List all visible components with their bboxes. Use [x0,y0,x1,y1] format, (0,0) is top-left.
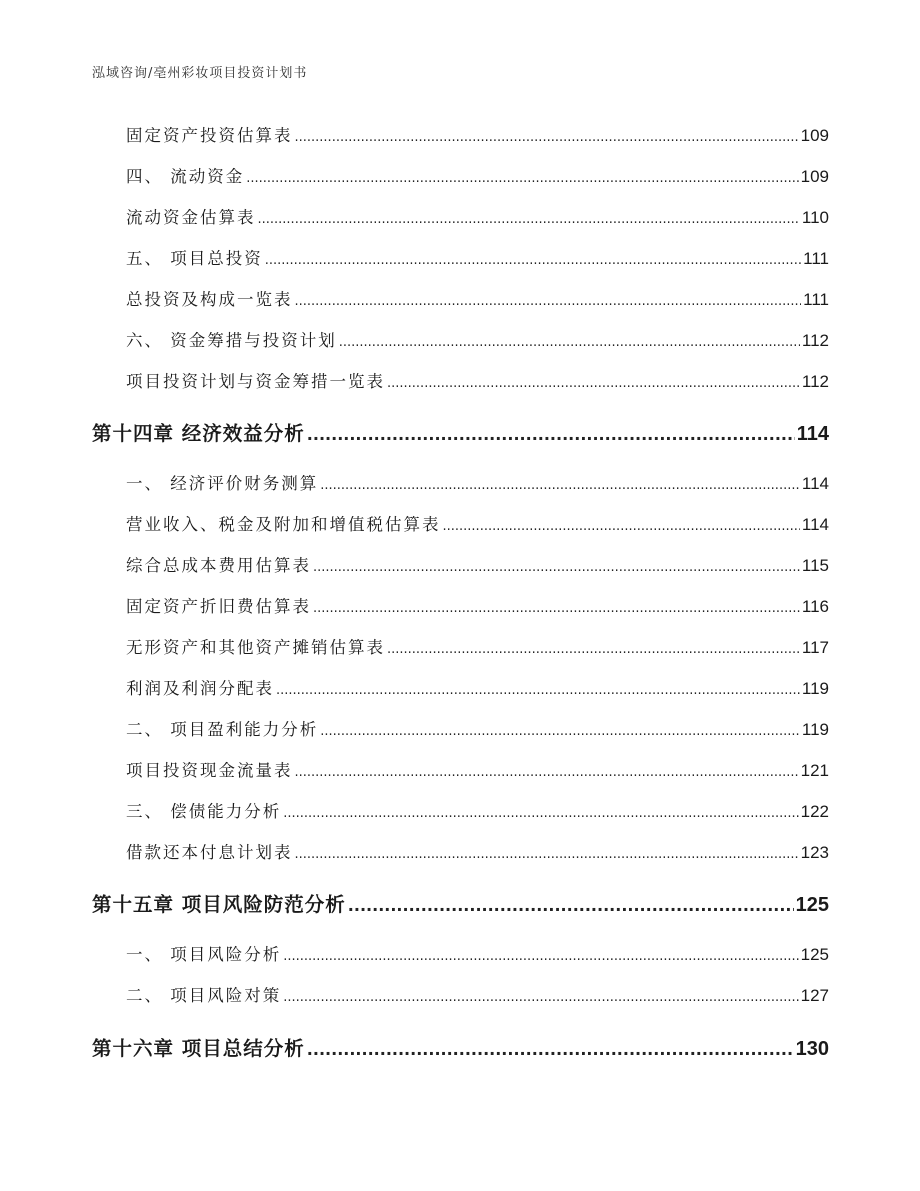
toc-entry-title: 借款还本付息计划表 [126,843,293,862]
toc-section-entry[interactable] [126,327,829,351]
toc-dot-leader [265,253,801,268]
toc-dot-leader [313,560,800,575]
toc-dot-leader [283,949,798,964]
toc-dot-leader [307,425,795,444]
toc-dot-leader [295,847,799,862]
toc-entry-page-number: 123 [800,843,829,862]
toc-entry-title: 五、 项目总投资 [126,249,263,268]
toc-chapter-entry[interactable] [92,1033,829,1061]
toc-entry-page-number: 110 [801,208,829,227]
toc-dot-leader [387,642,800,657]
toc-entry-title: 第十六章 项目总结分析 [92,1037,305,1060]
toc-entry-title: 营业收入、税金及附加和增值税估算表 [126,515,441,534]
toc-section-entry[interactable] [126,245,829,269]
toc-dot-leader [246,171,798,186]
toc-dot-leader [283,806,798,821]
toc-entry-title: 固定资产投资估算表 [126,126,293,145]
toc-dot-leader [258,212,800,227]
toc-section-entry[interactable] [126,757,829,781]
toc-dot-leader [320,724,800,739]
toc-entry-title: 综合总成本费用估算表 [126,556,311,575]
toc-dot-leader [295,765,799,780]
toc-section-entry[interactable] [126,368,829,392]
toc-entry-title: 第十四章 经济效益分析 [92,422,305,445]
toc-entry-title: 无形资产和其他资产摊销估算表 [126,638,385,657]
toc-section-entry[interactable] [126,716,829,740]
toc-chapter-entry[interactable] [92,889,829,917]
toc-entry-title: 三、 偿债能力分析 [126,802,282,821]
toc-dot-leader [339,335,800,350]
toc-section-entry[interactable] [126,163,829,187]
toc-dot-leader [443,519,800,534]
toc-entry-title: 二、 项目风险对策 [126,986,282,1005]
toc-section-entry[interactable] [126,634,829,658]
toc-entry-title: 固定资产折旧费估算表 [126,597,311,616]
toc-entry-title: 二、 项目盈利能力分析 [126,720,319,739]
toc-entry-page-number: 130 [795,1038,829,1060]
toc-entry-page-number: 119 [801,679,829,698]
toc-section-entry[interactable] [126,511,829,535]
toc-dot-leader [283,990,798,1005]
toc-entry-title: 项目投资现金流量表 [126,761,293,780]
toc-entry-title: 总投资及构成一览表 [126,290,293,309]
toc-entry-page-number: 117 [801,638,829,657]
toc-entry-page-number: 122 [800,802,829,821]
toc-entry-title: 一、 项目风险分析 [126,945,282,964]
toc-entry-page-number: 119 [801,720,829,739]
toc-entry-page-number: 109 [800,126,829,145]
toc-section-entry[interactable] [126,593,829,617]
toc-section-entry[interactable] [126,839,829,863]
toc-dot-leader [295,130,799,145]
toc-dot-leader [276,683,800,698]
toc-dot-leader [320,478,800,493]
toc-section-entry[interactable] [126,470,829,494]
toc-entry-page-number: 112 [801,331,829,350]
toc-dot-leader [348,896,794,915]
toc-section-entry[interactable] [126,552,829,576]
toc-entry-page-number: 111 [803,249,829,268]
toc-dot-leader [313,601,800,616]
toc-entry-title: 流动资金估算表 [126,208,256,227]
toc-section-entry[interactable] [126,798,829,822]
toc-section-entry[interactable] [126,941,829,965]
toc-entry-page-number: 115 [801,556,829,575]
toc-entry-page-number: 109 [800,167,829,186]
toc-entry-title: 四、 流动资金 [126,167,245,186]
toc-entry-page-number: 111 [803,290,829,309]
toc-entry-page-number: 114 [796,423,829,445]
toc-entry-page-number: 114 [801,515,829,534]
toc-entry-page-number: 125 [795,894,829,916]
toc-dot-leader [307,1040,794,1059]
toc-entry-title: 六、 资金筹措与投资计划 [126,331,337,350]
toc-section-entry[interactable] [126,122,829,146]
toc-entry-page-number: 114 [801,474,829,493]
toc-dot-leader [295,294,802,309]
toc-section-entry[interactable] [126,204,829,228]
toc-entry-page-number: 127 [800,986,829,1005]
toc-entry-title: 一、 经济评价财务测算 [126,474,319,493]
toc-entry-page-number: 121 [800,761,829,780]
toc-entry-title: 项目投资计划与资金筹措一览表 [126,372,385,391]
toc-entry-title: 利润及利润分配表 [126,679,274,698]
toc-entry-title: 第十五章 项目风险防范分析 [92,893,346,916]
toc-section-entry[interactable] [126,286,829,310]
toc-section-entry[interactable] [126,982,829,1006]
toc-chapter-entry[interactable] [92,418,829,446]
toc-entry-page-number: 116 [801,597,829,616]
toc-dot-leader [387,376,800,391]
toc-entry-page-number: 112 [801,372,829,391]
toc-section-entry[interactable] [126,675,829,699]
page-header: 泓域咨询/亳州彩妆项目投资计划书 [92,66,308,81]
toc-entry-page-number: 125 [800,945,829,964]
